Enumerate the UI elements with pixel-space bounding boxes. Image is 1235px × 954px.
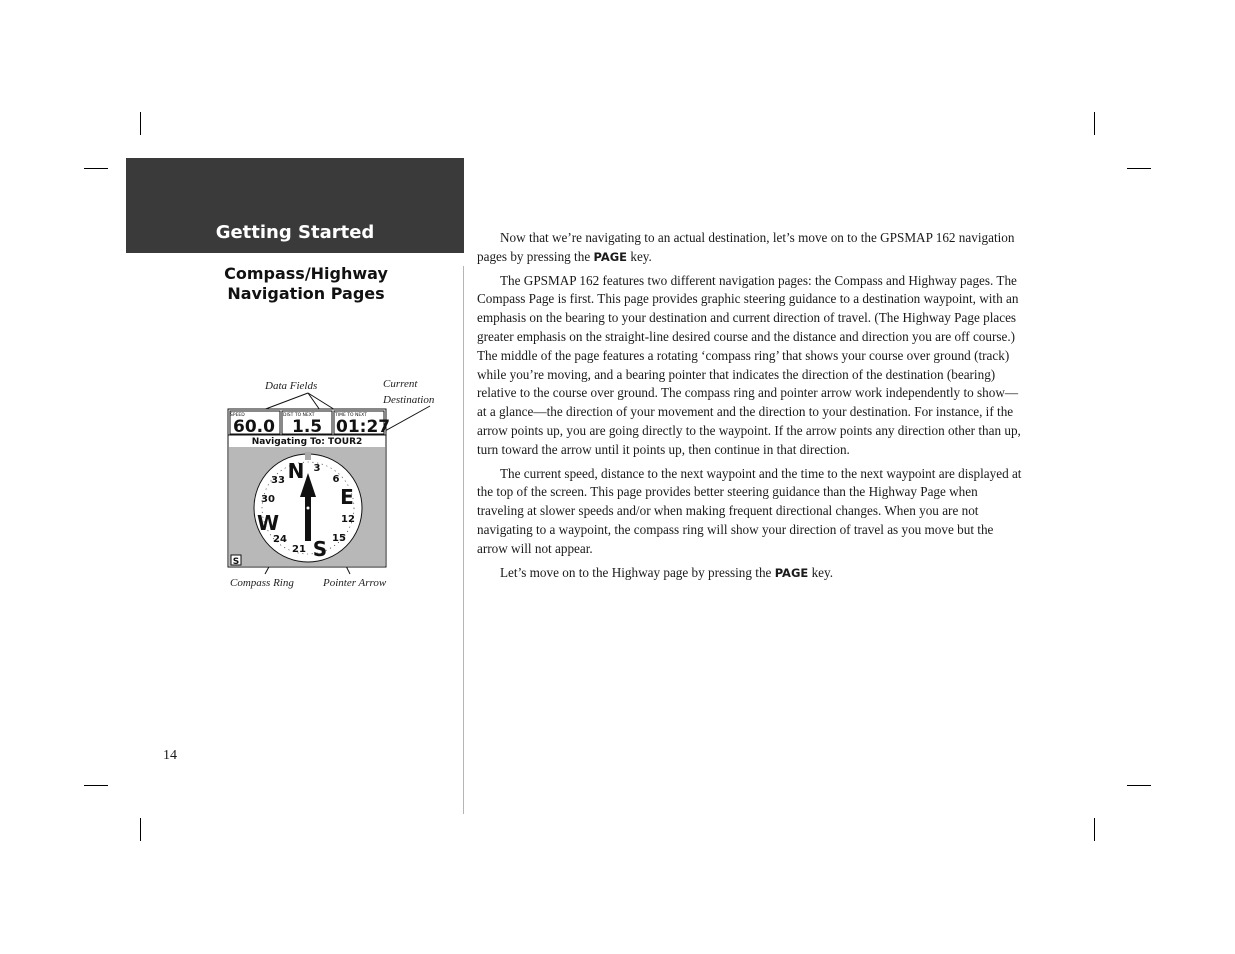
lubber-mark — [305, 452, 311, 460]
paragraph-3: The current speed, distance to the next waypoint and the time to the next waypoint are displayed at the top of the screen. This page provides better steering guidance than the Highway Page when traveling at slower speeds and/or when making frequent directional changes. When you are not navigating to a waypoint, the compass ring will show your direction of travel as you move but the arrow will not appear. — [477, 465, 1022, 556]
paragraph-4-text: Let’s move on to the Highway page by pressing the — [500, 564, 775, 580]
compass-number-15: 15 — [332, 533, 346, 544]
paragraph-4 — [477, 564, 1027, 583]
speed-field-label: SPEED — [230, 413, 245, 418]
page-key-name: PAGE — [593, 249, 628, 264]
compass-number-24: 24 — [273, 534, 287, 545]
callout-current-destination-line1: Current — [383, 378, 418, 390]
compass-south-letter: S — [312, 537, 328, 561]
callout-compass-ring: Compass Ring — [230, 577, 294, 589]
time-field-label: TIME TO NEXT — [335, 413, 367, 418]
distance-field-label: DIST TO NEXT — [283, 413, 315, 418]
page-number: 14 — [163, 748, 177, 763]
distance-value: 1.5 — [292, 417, 323, 437]
compass-number-33: 33 — [271, 475, 285, 486]
time-value: 01:27 — [336, 417, 391, 437]
compass-number-21: 21 — [292, 544, 306, 555]
compass-number-3: 3 — [313, 463, 321, 474]
body-text — [477, 229, 1027, 587]
paragraph-1-end: key. — [627, 248, 652, 264]
side-heading-line1: Compass/Highway — [224, 264, 388, 283]
callout-data-fields: Data Fields — [265, 380, 318, 392]
paragraph-4-end: key. — [808, 564, 834, 580]
compass-west-letter: W — [256, 511, 280, 535]
compass-number-6: 6 — [332, 474, 340, 485]
paragraph-2: The GPSMAP 162 features two different navigation pages: the Compass and Highway pages. The Compass Page is first. This page provides graphic steering guidance to a destination waypoint, with an emphasis on the bearing to your destination and current direction of travel. (The Highway Page places greater emphasis on the straight-line desired course and the distance and direction you are off course.) The middle of the page features a rotating ‘compass ring’ that shows your course over ground (track) while you’re moving, and a bearing pointer that indicates the direction of the destination (bearing) relative to the course over ground. The compass ring and pointer arrow work independently to show—at a glance—the direction of your movement and the direction to your destination. For instance, if the arrow points up, you are going directly to the waypoint. If the arrow points any direction other than up, turn toward the arrow until it points up, then continue in that direction. — [477, 272, 1021, 457]
compass-number-12: 12 — [341, 514, 355, 525]
section-title: Getting Started — [215, 222, 375, 243]
compass-east-letter: E — [340, 485, 354, 509]
callout-current-destination-line2: Destination — [383, 394, 435, 406]
compass-number-30: 30 — [261, 494, 275, 505]
compass-north-letter: N — [287, 459, 305, 483]
page-key-name-2: PAGE — [774, 565, 809, 580]
navigating-to-label: Navigating To: TOUR2 — [251, 437, 363, 447]
paragraph-1 — [477, 229, 1027, 267]
callout-pointer-arrow: Pointer Arrow — [323, 577, 387, 589]
status-badge: S — [232, 557, 240, 567]
side-heading-line2: Navigation Pages — [227, 284, 385, 303]
paragraph-1-text: Now that we’re navigating to an actual destination, let’s move on to the GPSMAP 162 navigation pages by pressing the — [477, 230, 1015, 264]
speed-value: 60.0 — [233, 417, 275, 437]
